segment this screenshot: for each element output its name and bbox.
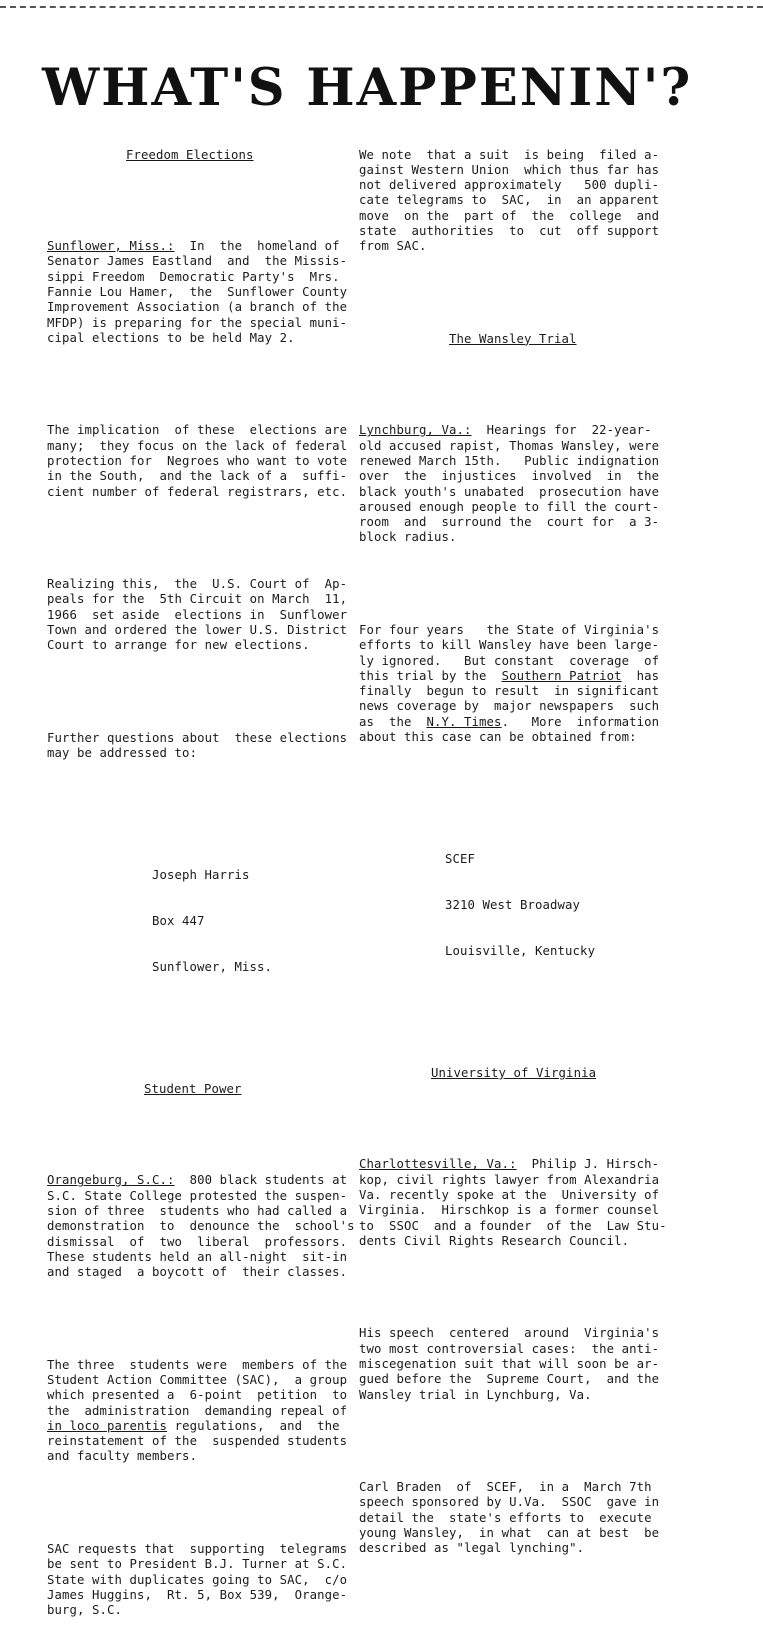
western-union-paragraph: We note that a suit is being filed a- gainst Western Union which thus far has not delivered approximately 500 dupli- cate telegrams to SAC, in an apparent move on the part of the college and state authorities to cut off support from SAC. bbox=[359, 147, 660, 254]
section-heading-university-of-virginia: University of Virginia bbox=[431, 1065, 597, 1080]
uva-paragraph-3: Carl Braden of SCEF, in a March 7th speech sponsored by U.Va. SSOC gave in detail the state's efforts to execute young Wansley, in what can at best be described as "legal lynching". bbox=[359, 1480, 660, 1556]
student-p2-text-a: The three students were members of the Student Action Committee (SAC), a group which presented a 6-point petition to the administration demanding repeal of bbox=[47, 1357, 348, 1418]
contact-address-harris bbox=[152, 837, 353, 1005]
address-line: Louisville, Kentucky bbox=[445, 943, 596, 958]
freedom-paragraph-2: The implication of these elections are many; they focus on the lack of federal protection for Negroes who want to vote in the South, and the lack of a suffi- cient number of federal registrars, etc. bbox=[47, 423, 348, 499]
uva-paragraph-2: His speech centered around Virginia's two most controversial cases: the anti- miscegenation suit that will soon be ar- gued before the Supreme Court, and the Wansley trial in Lynchburg, Va. bbox=[359, 1326, 660, 1402]
contact-address-scef bbox=[445, 821, 669, 989]
publication-southern-patriot: Southern Patriot bbox=[501, 668, 622, 683]
wansley-p2-text-b: has finally begun to result in significant news coverage by major newspapers such as the bbox=[359, 668, 660, 729]
wansley-paragraph-1 bbox=[359, 423, 669, 545]
section-heading-student-power: Student Power bbox=[144, 1081, 242, 1096]
address-line: Joseph Harris bbox=[152, 868, 250, 883]
left-column bbox=[47, 117, 353, 1634]
publication-ny-times: N.Y. Times bbox=[426, 714, 502, 729]
address-line: Box 447 bbox=[152, 913, 205, 928]
student-paragraph-2 bbox=[47, 1358, 353, 1465]
address-line: SCEF bbox=[445, 852, 476, 867]
freedom-paragraph-3: Realizing this, the U.S. Court of Ap- peals for the 5th Circuit on March 11, 1966 set aside elections in Sunflower Town and ordered the lower U.S. District Court to arrange for new elections. bbox=[47, 577, 348, 653]
wansley-p2-text-c: . More information about this case can be obtained from: bbox=[359, 714, 660, 744]
freedom-p1-text: In the homeland of Senator James Eastland and the Missis- sippi Freedom Democratic Party's Mrs. Fannie Lou Hamer, the Sunflower County Improvement Association (a branch of the MFDP) is preparing for the special muni- cipal elections to be held May 2. bbox=[47, 239, 348, 345]
section-heading-freedom-elections: Freedom Elections bbox=[126, 147, 254, 162]
dateline-lynchburg: Lynchburg, Va.: bbox=[359, 423, 472, 438]
dateline-orangeburg: Orangeburg, S.C.: bbox=[47, 1173, 175, 1188]
dateline-sunflower: Sunflower, Miss.: bbox=[47, 239, 175, 254]
latin-term: in loco parentis bbox=[47, 1418, 168, 1433]
uva-p1-text: Philip J. Hirsch- kop, civil rights lawyer from Alexandria Va. recently spoke at the University of Virginia. Hirschkop is a former counsel to SSOC and a founder of the Law Stu- dents Civil Rights Research Council. bbox=[359, 1157, 667, 1248]
perforation-edge bbox=[0, 6, 763, 8]
student-paragraph-3: SAC requests that supporting telegrams be sent to President B.J. Turner at S.C. State with duplicates going to SAC, c/o James Huggins, Rt. 5, Box 539, Orange- burg, S.C. bbox=[47, 1541, 348, 1618]
section-heading-wansley-trial: The Wansley Trial bbox=[449, 331, 577, 346]
freedom-paragraph-1 bbox=[47, 239, 353, 346]
wansley-p2-text-a: For four years the State of Virginia's efforts to kill Wansley have been large- ly ignored. But constant coverage of this trial by the bbox=[359, 622, 660, 683]
student-p2-text-b: regulations, and the reinstatement of the suspended students and faculty members. bbox=[47, 1418, 348, 1464]
freedom-paragraph-4: Further questions about these elections may be addressed to: bbox=[47, 730, 348, 760]
dateline-charlottesville: Charlottesville, Va.: bbox=[359, 1157, 517, 1172]
wansley-p1-text: Hearings for 22-year- old accused rapist, Thomas Wansley, were renewed March 15th. Public indignation over the injustices involved in the black youth's unabated prosecution have aroused enough people to fill the court- room and surround the court for a 3- block radius. bbox=[359, 423, 660, 545]
student-paragraph-1 bbox=[47, 1173, 353, 1280]
student-p1-text: 800 black students at S.C. State College protested the suspen- sion of three students who had called a demonstration to denounce the school's dismissal of two liberal professors. These students held an all-night sit-in and staged a boycott of their classes. bbox=[47, 1173, 355, 1280]
address-line: 3210 West Broadway bbox=[445, 897, 581, 912]
right-column bbox=[359, 117, 669, 1572]
address-line: Sunflower, Miss. bbox=[152, 959, 273, 974]
wansley-paragraph-2 bbox=[359, 623, 669, 745]
masthead-title: WHAT'S HAPPENIN'? bbox=[42, 58, 693, 118]
uva-paragraph-1 bbox=[359, 1157, 669, 1249]
